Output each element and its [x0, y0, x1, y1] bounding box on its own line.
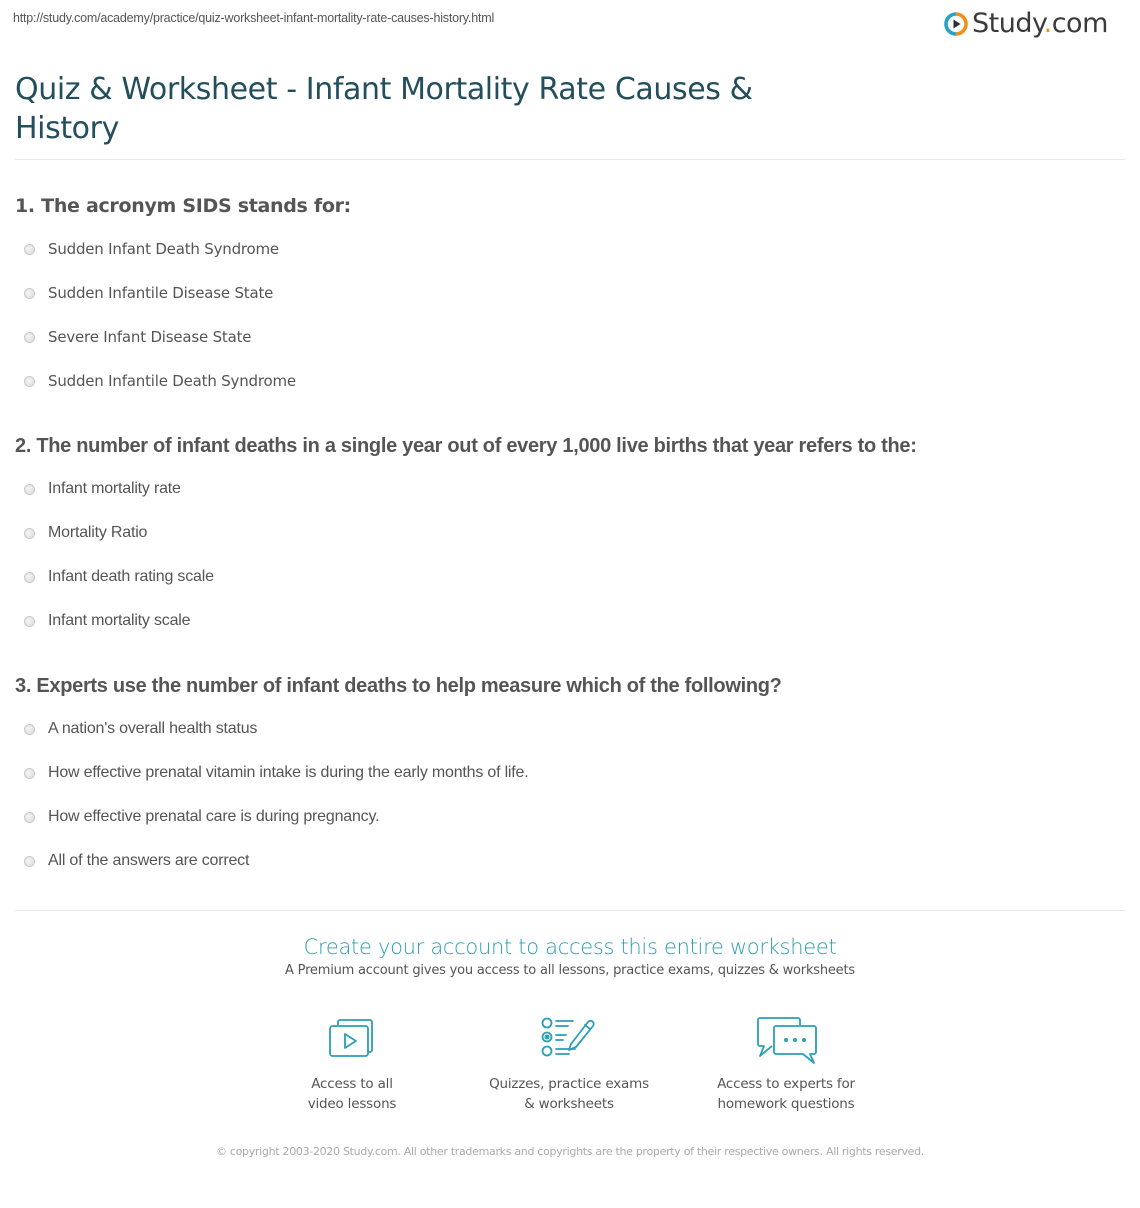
- radio-button[interactable]: [24, 856, 35, 867]
- question-3: [15, 674, 1125, 883]
- radio-button[interactable]: [24, 812, 35, 823]
- feature-label: Access to all video lessons: [307, 1076, 397, 1112]
- answer-option[interactable]: [15, 511, 1125, 555]
- question-1-text: 1. The acronym SIDS stands for:: [15, 195, 351, 217]
- answer-option[interactable]: [15, 315, 1125, 359]
- signup-cta: [0, 934, 1140, 980]
- question-1-options: [15, 227, 1125, 403]
- answer-label: Mortality Ratio: [48, 524, 148, 541]
- answer-option[interactable]: [15, 555, 1125, 599]
- feature-quizzes: [469, 1016, 669, 1114]
- create-account-link[interactable]: Create your account to access this entire worksheet: [303, 935, 837, 959]
- cta-subtitle: A Premium account gives you access to all lessons, practice exams, quizzes & worksheets: [285, 963, 855, 978]
- feature-experts: [686, 1016, 886, 1114]
- answer-label: Infant mortality rate: [48, 480, 181, 497]
- answer-option[interactable]: [15, 839, 1125, 883]
- answer-option[interactable]: [15, 467, 1125, 511]
- radio-button[interactable]: [24, 528, 35, 539]
- radio-button[interactable]: [24, 572, 35, 583]
- answer-option[interactable]: [15, 751, 1125, 795]
- answer-label: Infant death rating scale: [48, 568, 214, 585]
- content-divider: [15, 910, 1125, 911]
- question-3-text: 3. Experts use the number of infant deaths to help measure which of the following?: [15, 675, 782, 697]
- answer-label: Sudden Infantile Death Syndrome: [48, 372, 296, 390]
- answer-label: Sudden Infant Death Syndrome: [48, 240, 279, 258]
- play-circle-icon: [944, 12, 968, 36]
- answer-option[interactable]: [15, 359, 1125, 403]
- premium-features: [0, 1016, 1140, 1126]
- answer-label: How effective prenatal vitamin intake is during the early months of life.: [48, 764, 529, 781]
- answer-option[interactable]: [15, 271, 1125, 315]
- answer-label: A nation's overall health status: [48, 720, 258, 737]
- answer-option[interactable]: [15, 227, 1125, 271]
- question-1: [15, 194, 1125, 403]
- radio-button[interactable]: [24, 616, 35, 627]
- question-3-options: [15, 707, 1125, 883]
- header-divider: [15, 159, 1125, 160]
- radio-button[interactable]: [24, 244, 35, 255]
- question-2: [15, 434, 1125, 643]
- feature-video-lessons: [252, 1016, 452, 1114]
- radio-button[interactable]: [24, 768, 35, 779]
- answer-option[interactable]: [15, 795, 1125, 839]
- answer-label: Sudden Infantile Disease State: [48, 284, 274, 302]
- page-title: Quiz & Worksheet - Infant Mortality Rate Causes & History: [15, 72, 753, 146]
- radio-button[interactable]: [24, 376, 35, 387]
- question-2-text: 2. The number of infant deaths in a single year out of every 1,000 live births that year refers to the:: [15, 435, 917, 457]
- video-lessons-icon: [252, 1016, 452, 1068]
- chat-bubbles-icon: [686, 1016, 886, 1068]
- answer-label: All of the answers are correct: [48, 852, 250, 869]
- quiz-checklist-icon: [469, 1016, 669, 1068]
- study-logo[interactable]: [944, 8, 1108, 40]
- copyright-footer: © copyright 2003-2020 Study.com. All other trademarks and copyrights are the property of their respective owners. All rights reserved.: [215, 1145, 925, 1158]
- answer-label: Infant mortality scale: [48, 612, 191, 629]
- feature-label: Access to experts for homework questions: [717, 1076, 855, 1112]
- radio-button[interactable]: [24, 288, 35, 299]
- radio-button[interactable]: [24, 332, 35, 343]
- radio-button[interactable]: [24, 484, 35, 495]
- radio-button[interactable]: [24, 724, 35, 735]
- answer-label: Severe Infant Disease State: [48, 328, 252, 346]
- answer-option[interactable]: [15, 707, 1125, 751]
- question-2-options: [15, 467, 1125, 643]
- answer-label: How effective prenatal care is during pregnancy.: [48, 808, 380, 825]
- page-url: http://study.com/academy/practice/quiz-worksheet-infant-mortality-rate-causes-history.html: [13, 11, 495, 25]
- answer-option[interactable]: [15, 599, 1125, 643]
- feature-label: Quizzes, practice exams & worksheets: [489, 1076, 649, 1112]
- logo-wordmark: Study.com: [972, 8, 1108, 39]
